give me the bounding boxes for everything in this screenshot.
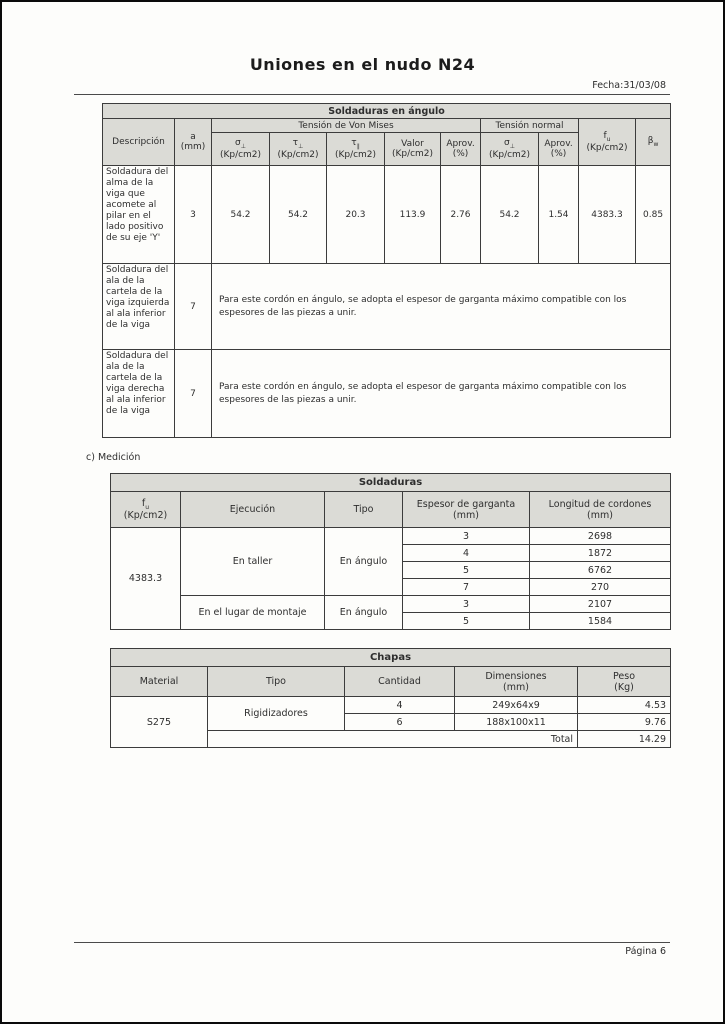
- group-header-tension-normal: Tensión normal: [481, 119, 579, 133]
- welds-measurement-title: Soldaduras: [111, 474, 671, 492]
- weld-aprov-normal: 1.54: [539, 166, 579, 264]
- col-header-tipo: Tipo: [325, 492, 403, 528]
- welds-angle-table-title: Soldaduras en ángulo: [103, 104, 671, 119]
- longitud-value: 2107: [530, 596, 671, 613]
- col-header-tau-par: $\tau_\parallel$ (Kp/cm2): [327, 133, 385, 166]
- weld-valor: 113.9: [385, 166, 441, 264]
- plates-table-title: Chapas: [111, 649, 671, 667]
- longitud-value: 1872: [530, 545, 671, 562]
- page-number: Página 6: [625, 946, 666, 957]
- ejecucion-montaje: En el lugar de montaje: [181, 596, 325, 630]
- total-peso-value: 14.29: [578, 731, 671, 748]
- espesor-value: 5: [403, 613, 530, 630]
- col-header-a-mm: a (mm): [175, 119, 212, 166]
- cantidad-value: 4: [345, 697, 455, 714]
- col-header-peso: Peso (Kg): [578, 667, 671, 697]
- peso-value: 9.76: [578, 714, 671, 731]
- espesor-value: 7: [403, 579, 530, 596]
- page-title: Uniones en el nudo N24: [249, 55, 476, 74]
- col-header-aprov-vm: Aprov. (%): [441, 133, 481, 166]
- dimensiones-value: 249x64x9: [455, 697, 578, 714]
- welds-measurement-table: [110, 473, 671, 630]
- longitud-value: 270: [530, 579, 671, 596]
- tipo-angulo: En ángulo: [325, 528, 403, 596]
- col-header-aprov-normal: Aprov. (%): [539, 133, 579, 166]
- col-header-tipo: Tipo: [208, 667, 345, 697]
- total-label: Total: [208, 731, 578, 748]
- weld-a-value: 7: [175, 350, 212, 438]
- col-header-sigma-normal: $\sigma_\perp$ (Kp/cm2): [481, 133, 539, 166]
- weld-note: Para este cordón en ángulo, se adopta el espesor de garganta máximo compatible con los espesores de las piezas a unir.: [212, 350, 671, 438]
- header-rule: [74, 94, 670, 95]
- col-header-longitud: Longitud de cordones (mm): [530, 492, 671, 528]
- weld-fu: 4383.3: [579, 166, 636, 264]
- dimensiones-value: 188x100x11: [455, 714, 578, 731]
- cantidad-value: 6: [345, 714, 455, 731]
- col-header-fu: $f_u$ (Kp/cm2): [579, 119, 636, 166]
- weld-row-cartela-derecha: [103, 350, 671, 438]
- ejecucion-taller: En taller: [181, 528, 325, 596]
- weld-description: Soldadura del ala de la cartela de la viga izquierda al ala inferior de la viga: [103, 264, 175, 350]
- weld-sigma-normal: 54.2: [481, 166, 539, 264]
- group-header-von-mises: Tensión de Von Mises: [212, 119, 481, 133]
- date-label: Fecha:31/03/08: [592, 80, 666, 91]
- footer-rule: [74, 942, 670, 943]
- weld-a-value: 3: [175, 166, 212, 264]
- col-header-dimensiones: Dimensiones (mm): [455, 667, 578, 697]
- col-header-beta-w: $\beta_w$: [636, 119, 671, 166]
- weld-bw: 0.85: [636, 166, 671, 264]
- section-c-label: c) Medición: [86, 452, 141, 463]
- weld-tau-par: 20.3: [327, 166, 385, 264]
- espesor-value: 3: [403, 528, 530, 545]
- weld-aprov-vm: 2.76: [441, 166, 481, 264]
- col-header-espesor: Espesor de garganta (mm): [403, 492, 530, 528]
- material-value: S275: [111, 697, 208, 748]
- longitud-value: 6762: [530, 562, 671, 579]
- col-header-tau-perp: $\tau_\perp$ (Kp/cm2): [270, 133, 327, 166]
- weld-description: Soldadura del alma de la viga que acomete al pilar en el lado positivo de su eje 'Y': [103, 166, 175, 264]
- weld-description: Soldadura del ala de la cartela de la viga derecha al ala inferior de la viga: [103, 350, 175, 438]
- weld-row-alma: [103, 166, 671, 264]
- table-row: [111, 528, 671, 545]
- weld-note: Para este cordón en ángulo, se adopta el espesor de garganta máximo compatible con los espesores de las piezas a unir.: [212, 264, 671, 350]
- fu-value: 4383.3: [111, 528, 181, 630]
- longitud-value: 2698: [530, 528, 671, 545]
- welds-angle-table: [102, 103, 671, 438]
- col-header-material: Material: [111, 667, 208, 697]
- espesor-value: 4: [403, 545, 530, 562]
- table-row: [111, 697, 671, 714]
- col-header-cantidad: Cantidad: [345, 667, 455, 697]
- peso-value: 4.53: [578, 697, 671, 714]
- tipo-value: Rigidizadores: [208, 697, 345, 731]
- weld-sigma-vm: 54.2: [212, 166, 270, 264]
- col-header-fu: $f_u$ (Kp/cm2): [111, 492, 181, 528]
- table-row: [111, 596, 671, 613]
- plates-table: [110, 648, 671, 748]
- col-header-valor: Valor (Kp/cm2): [385, 133, 441, 166]
- espesor-value: 5: [403, 562, 530, 579]
- col-header-ejecucion: Ejecución: [181, 492, 325, 528]
- weld-a-value: 7: [175, 264, 212, 350]
- col-header-descripcion: Descripción: [103, 119, 175, 166]
- longitud-value: 1584: [530, 613, 671, 630]
- weld-tau-perp: 54.2: [270, 166, 327, 264]
- col-header-sigma-perp: $\sigma_\perp$ (Kp/cm2): [212, 133, 270, 166]
- tipo-angulo: En ángulo: [325, 596, 403, 630]
- espesor-value: 3: [403, 596, 530, 613]
- weld-row-cartela-izquierda: [103, 264, 671, 350]
